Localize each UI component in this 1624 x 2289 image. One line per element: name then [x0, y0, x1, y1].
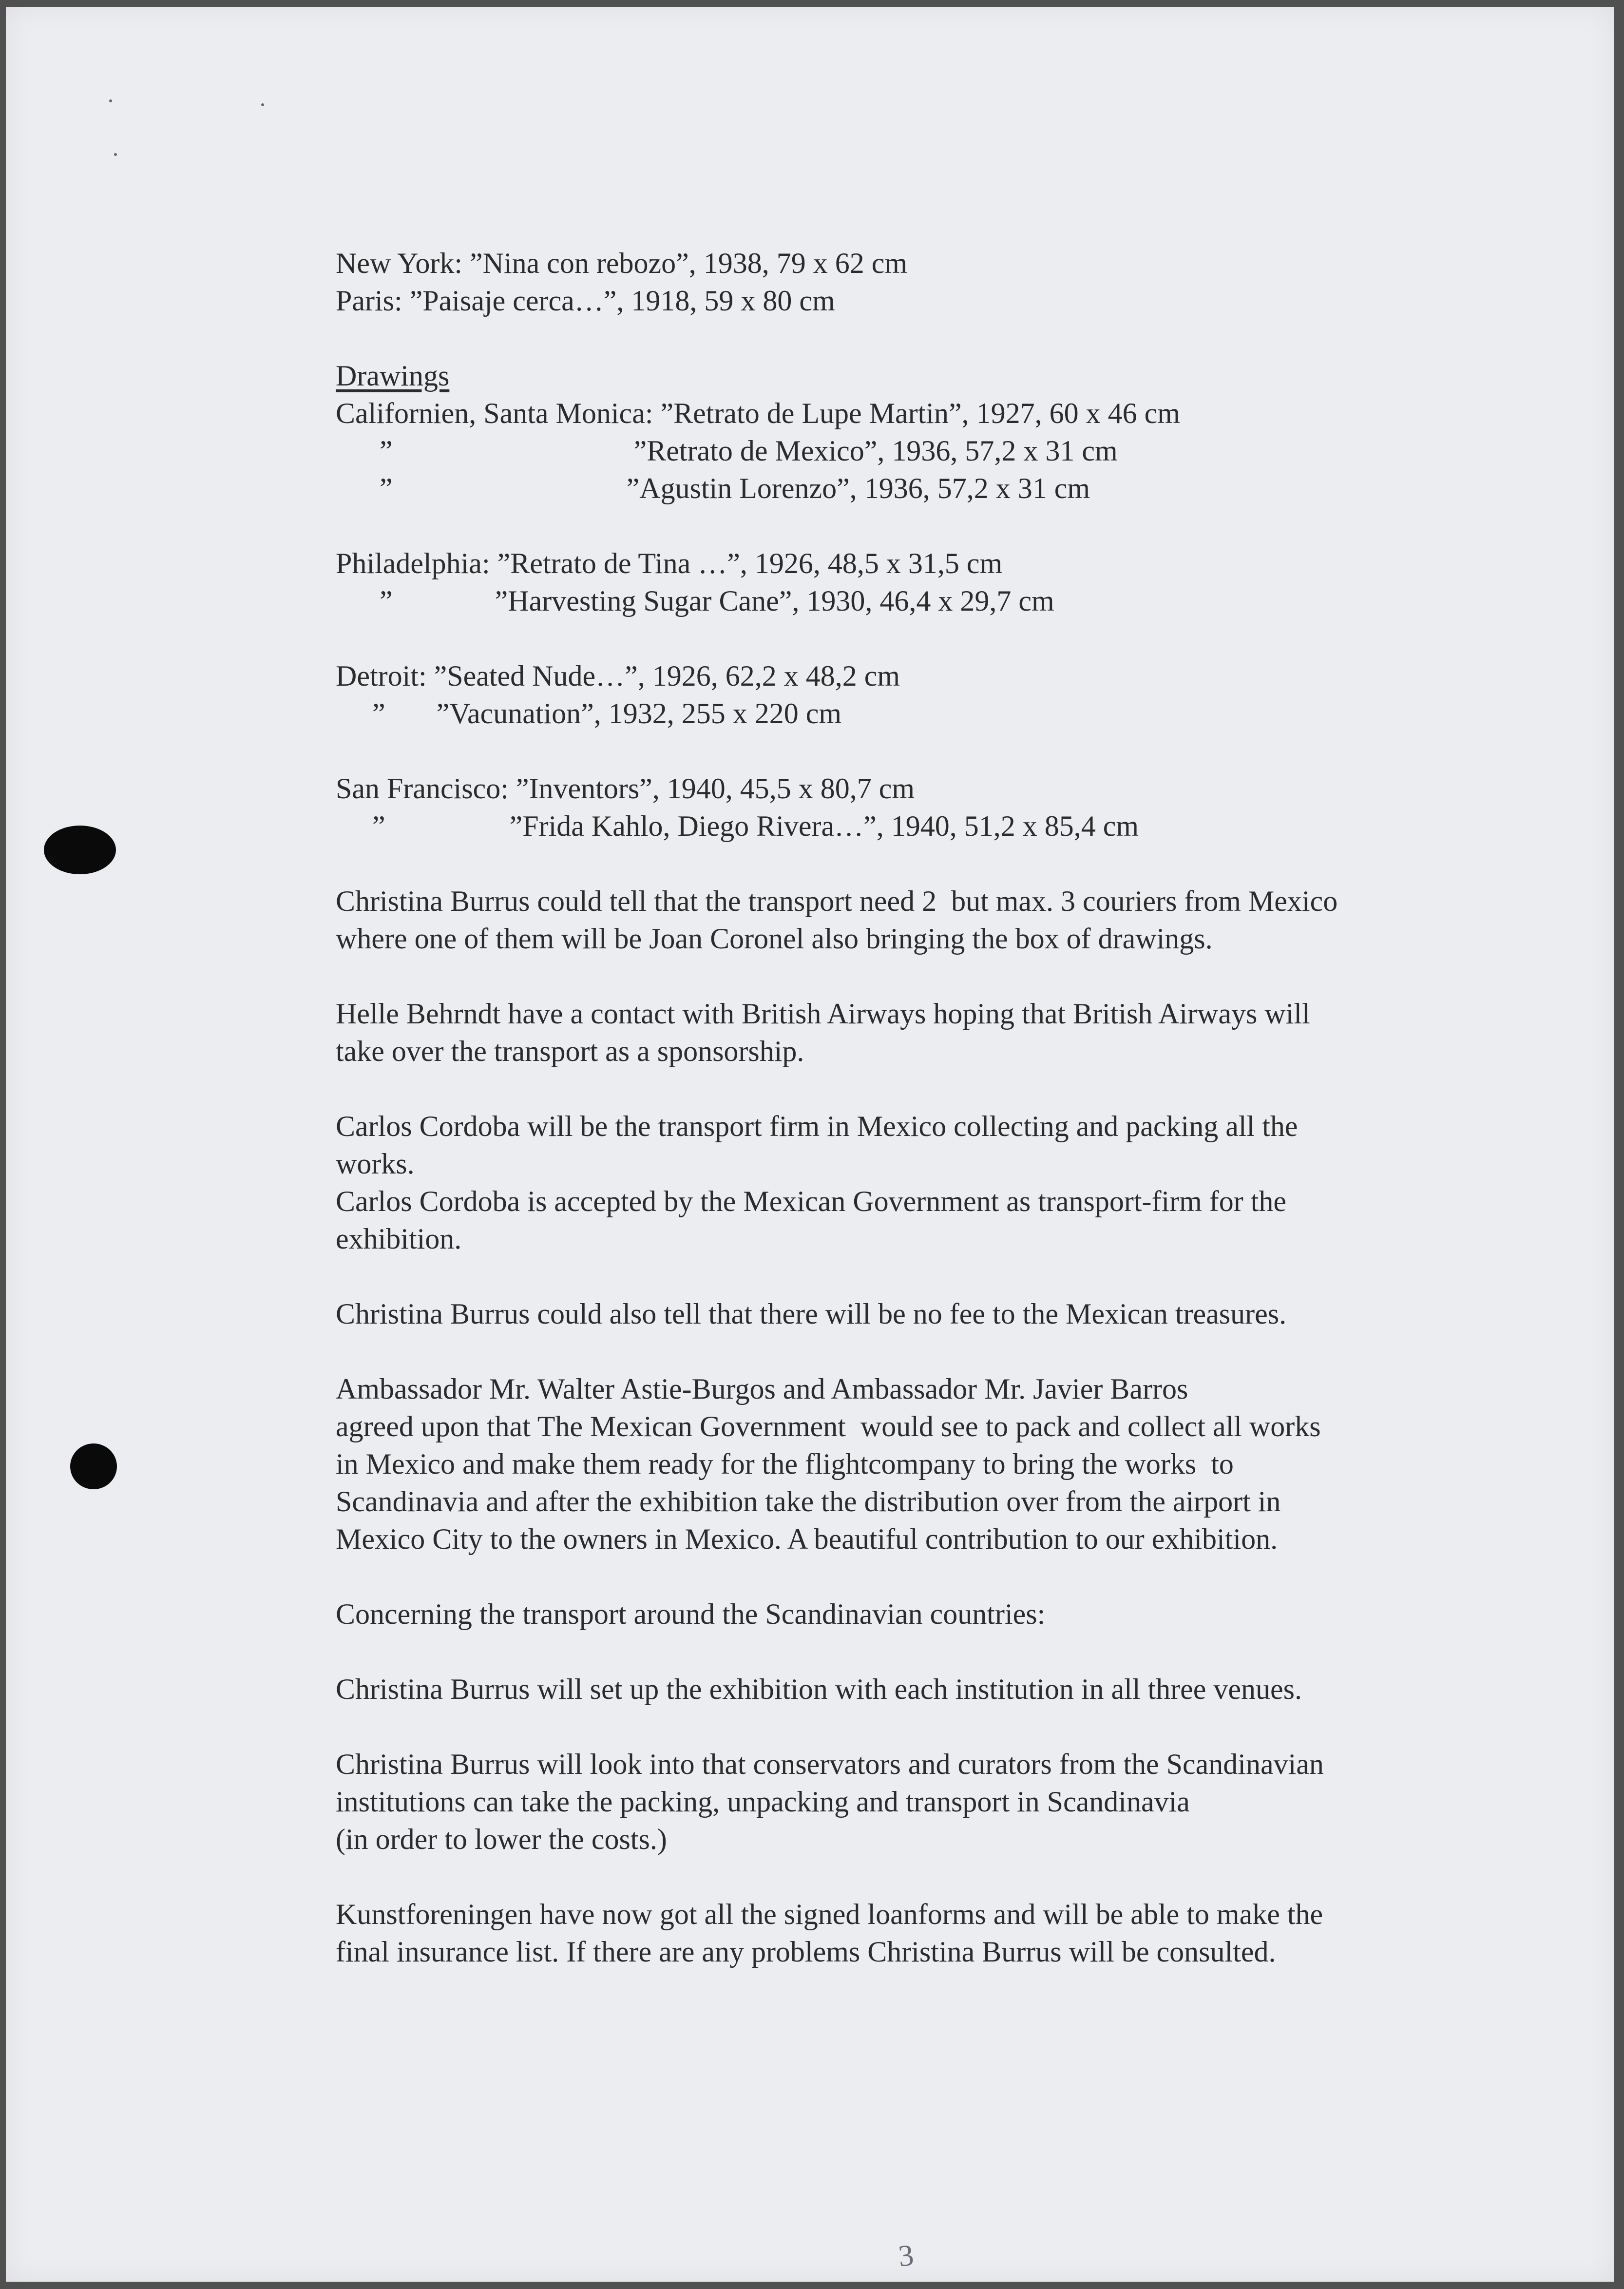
document-page	[6, 7, 1614, 2282]
text-line: institutions can take the packing, unpacking and transport in Scandinavia	[336, 1786, 1190, 1818]
text-line: (in order to lower the costs.)	[336, 1823, 667, 1855]
text-line: Paris: ”Paisaje cerca…”, 1918, 59 x 80 cm	[336, 285, 835, 317]
text-line: Christina Burrus will set up the exhibition with each institution in all three venues.	[336, 1673, 1302, 1705]
text-line: in Mexico and make them ready for the flightcompany to bring the works to	[336, 1448, 1234, 1480]
paragraph-gap	[336, 732, 1505, 770]
text-line: Philadelphia: ”Retrato de Tina …”, 1926, 48,5 x 31,5 cm	[336, 547, 1003, 579]
punch-hole-bottom	[70, 1443, 117, 1489]
paragraph-gap	[336, 507, 1505, 545]
text-line: ” ”Frida Kahlo, Diego Rivera…”, 1940, 51,2 x 85,4 cm	[336, 810, 1139, 842]
text-line: ” ”Vacunation”, 1932, 255 x 220 cm	[336, 697, 842, 730]
text-line: Christina Burrus could also tell that there will be no fee to the Mexican treasures.	[336, 1298, 1287, 1330]
paragraph-gap	[336, 1333, 1505, 1370]
speck-mark	[261, 103, 264, 106]
text-line: Carlos Cordoba is accepted by the Mexican Government as transport-firm for the	[336, 1185, 1287, 1217]
text-line: ” ”Harvesting Sugar Cane”, 1930, 46,4 x 29,7 cm	[336, 585, 1054, 617]
text-line: Ambassador Mr. Walter Astie-Burgos and Ambassador Mr. Javier Barros	[336, 1373, 1188, 1405]
text-line: Kunstforeningen have now got all the signed loanforms and will be able to make the	[336, 1898, 1323, 1930]
text-line: ” ”Retrato de Mexico”, 1936, 57,2 x 31 cm	[336, 435, 1118, 467]
paragraph-gap	[336, 1708, 1505, 1746]
paragraph-gap	[336, 958, 1505, 995]
text-line: Scandinavia and after the exhibition take the distribution over from the airport in	[336, 1485, 1281, 1518]
paragraph-gap	[336, 1258, 1505, 1295]
text-line: Concerning the transport around the Scandinavian countries:	[336, 1598, 1046, 1630]
page-number: 3	[897, 2238, 916, 2273]
paragraph-gap	[336, 1070, 1505, 1108]
text-line: where one of them will be Joan Coronel also bringing the box of drawings.	[336, 923, 1213, 955]
text-line: New York: ”Nina con rebozo”, 1938, 79 x 62 cm	[336, 247, 908, 279]
speck-mark	[114, 153, 117, 156]
text-line: Mexico City to the owners in Mexico. A beautiful contribution to our exhibition.	[336, 1523, 1278, 1555]
document-body	[336, 245, 1505, 1971]
text-line: works.	[336, 1148, 415, 1180]
paragraph-gap	[336, 845, 1505, 883]
text-line: Carlos Cordoba will be the transport firm in Mexico collecting and packing all the	[336, 1110, 1298, 1142]
text-line: Christina Burrus will look into that conservators and curators from the Scandinavian	[336, 1748, 1324, 1780]
text-line: Californien, Santa Monica: ”Retrato de Lupe Martin”, 1927, 60 x 46 cm	[336, 397, 1180, 429]
text-line: ” ”Agustin Lorenzo”, 1936, 57,2 x 31 cm	[336, 472, 1090, 504]
section-heading: Drawings	[336, 360, 450, 392]
text-line: San Francisco: ”Inventors”, 1940, 45,5 x 80,7 cm	[336, 772, 915, 805]
text-line: final insurance list. If there are any problems Christina Burrus will be consulted.	[336, 1936, 1276, 1968]
speck-mark	[109, 99, 112, 102]
text-line: Helle Behrndt have a contact with British Airways hoping that British Airways will	[336, 998, 1310, 1030]
paragraph-gap	[336, 1858, 1505, 1896]
punch-hole-top	[44, 826, 116, 874]
paragraph-gap	[336, 1558, 1505, 1596]
text-line: Christina Burrus could tell that the transport need 2 but max. 3 couriers from Mexico	[336, 885, 1338, 917]
paragraph-gap	[336, 1633, 1505, 1671]
text-line: take over the transport as a sponsorship.	[336, 1035, 804, 1067]
text-line: exhibition.	[336, 1223, 462, 1255]
text-line: agreed upon that The Mexican Government would see to pack and collect all works	[336, 1410, 1321, 1443]
paragraph-gap	[336, 620, 1505, 657]
paragraph-gap	[336, 320, 1505, 357]
text-line: Detroit: ”Seated Nude…”, 1926, 62,2 x 48,2 cm	[336, 660, 900, 692]
